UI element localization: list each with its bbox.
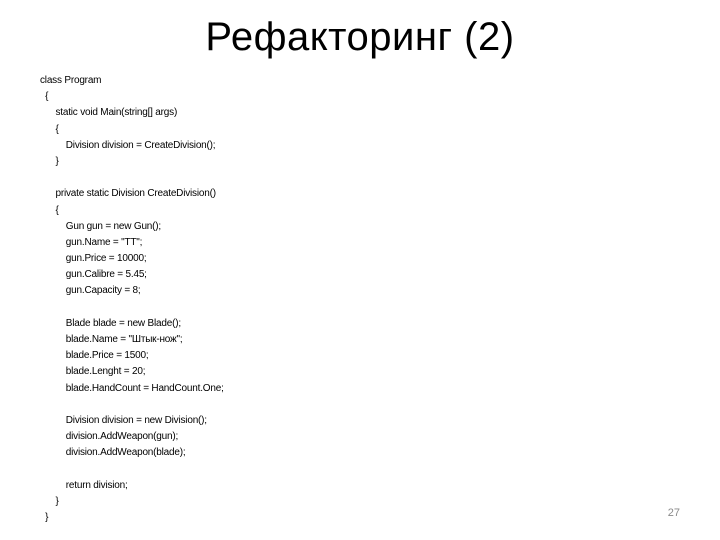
- code-line: [40, 300, 640, 316]
- code-line: gun.Calibre = 5.45;: [40, 269, 147, 281]
- code-line: Gun gun = new Gun();: [40, 220, 162, 232]
- code-line: static void Main(string[] args): [40, 107, 178, 119]
- code-line: {: [40, 123, 59, 135]
- code-line: blade.Name = "Штык-нож";: [40, 334, 183, 345]
- code-line: {: [40, 91, 49, 103]
- code-line: gun.Name = "TT";: [40, 236, 143, 248]
- code-line: division.AddWeapon(blade);: [40, 447, 186, 459]
- code-line: private static Division CreateDivision(): [40, 188, 216, 200]
- code-line: blade.HandCount = HandCount.One;: [40, 382, 224, 394]
- code-line: gun.Capacity = 8;: [40, 285, 141, 297]
- code-line: division.AddWeapon(gun);: [40, 431, 179, 443]
- code-line: Blade blade = new Blade();: [40, 317, 181, 329]
- code-line: [40, 462, 640, 478]
- code-line: }: [40, 512, 49, 524]
- code-line: class Program: [40, 75, 102, 86]
- code-line: return division;: [40, 479, 128, 491]
- code-line: [40, 397, 640, 413]
- code-line: Division division = CreateDivision();: [40, 139, 216, 151]
- code-line: blade.Price = 1500;: [40, 350, 149, 362]
- code-line: }: [40, 495, 59, 507]
- code-line: {: [40, 204, 59, 216]
- code-line: blade.Lenght = 20;: [40, 366, 146, 378]
- slide-title: Рефакторинг (2): [205, 15, 515, 59]
- code-line: [40, 170, 640, 186]
- code-line: }: [40, 155, 59, 167]
- code-line: gun.Price = 10000;: [40, 253, 147, 265]
- code-line: Division division = new Division();: [40, 414, 207, 426]
- code-block: [40, 73, 640, 526]
- slide-number: 27: [667, 507, 680, 519]
